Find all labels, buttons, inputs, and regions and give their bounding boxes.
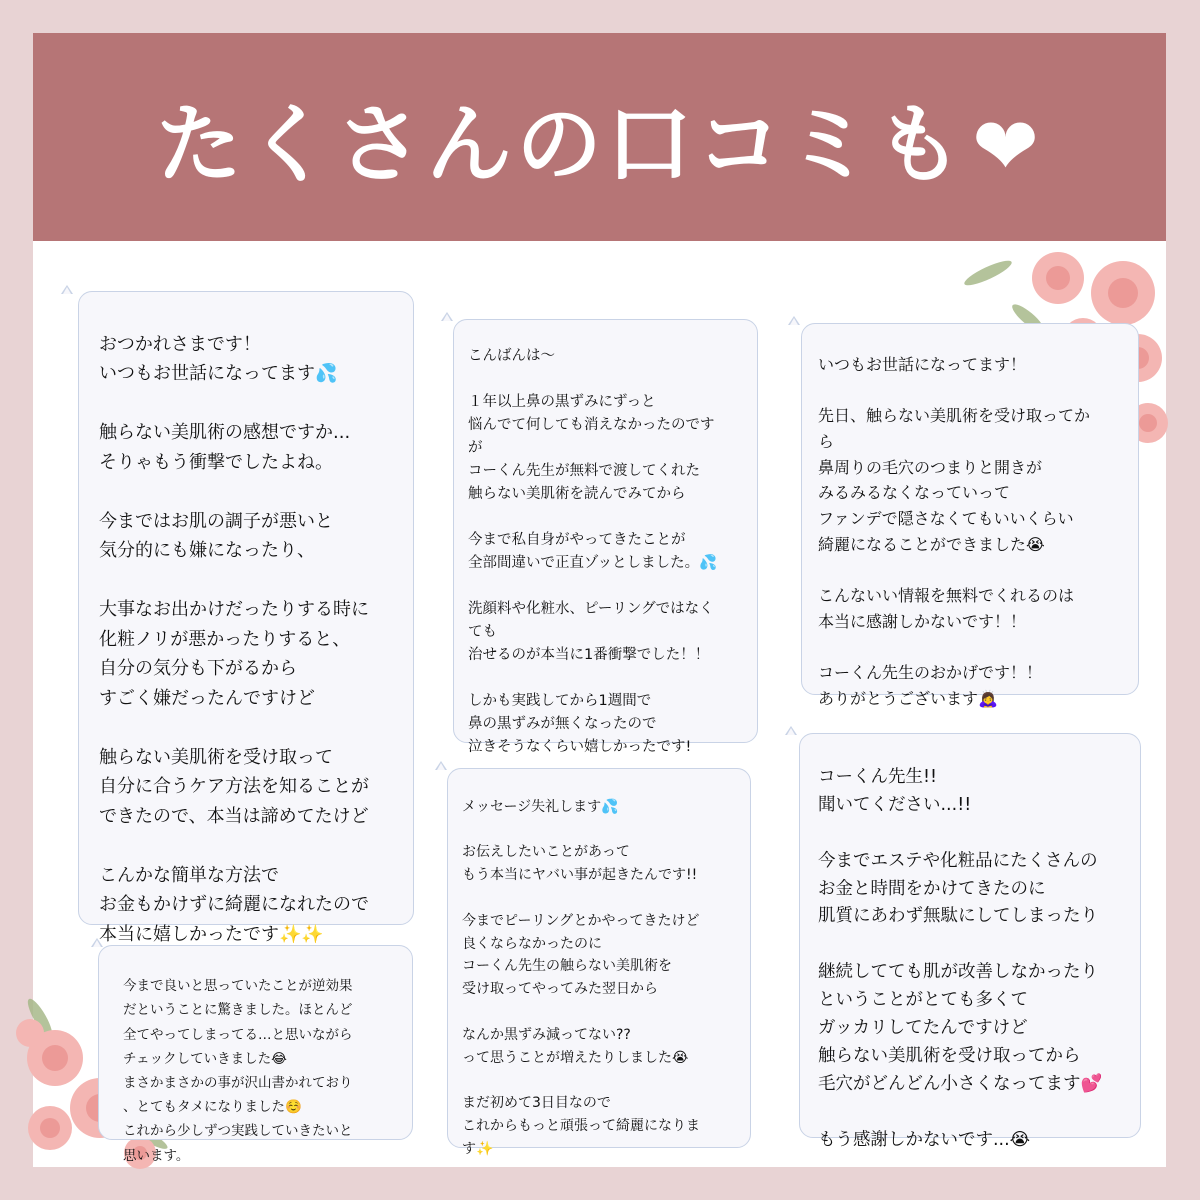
review-bubble-6 [799, 733, 1141, 1150]
bubble-tail-4 [91, 938, 103, 947]
review-text-6: コーくん先生!! 聞いてください...!! 今までエステや化粧品にたくさんの お金と時間をかけてきたのに 肌質にあわず無駄にしてしまったり 継続してても肌が改善しなかったり ということがとても多くて ガッカリしてたんですけど 触らない美肌術を受け取ってから 毛穴がどんどん小さくなってます💕 もう感謝しかないです...😭 [818, 766, 1103, 1150]
page-title-text: たくさんの口コミも [155, 95, 966, 195]
bubble-tail-3 [788, 316, 800, 325]
content-frame [33, 33, 1166, 1167]
review-text-1: おつかれさまです！ いつもお世話になってます💦 触らない美肌術の感想ですか... そりゃもう衝撃でしたよね。 今まではお肌の調子が悪いと 気分的にも嫌になったり、 大事なお出かけだったりする時に 化粧ノリが悪かったりすると、 自分の気分も下がるから すごく嫌だったんですけど 触らない美肌術を受け取って 自分に合うケア方法を知ることが できたので、本当は諦めてたけど こんかな簡単な方法で お金もかけずに綺麗になれたので 本当に嬉しかったです✨✨ [99, 333, 369, 945]
heart-icon: ❤ [971, 100, 1044, 193]
review-bubble-1 [78, 291, 414, 945]
review-bubble-4 [98, 945, 413, 1164]
review-text-2: こんばんは〜 １年以上鼻の黒ずみにずっと 悩んでて何しても消えなかったのです が コーくん先生が無料で渡してくれた 触らない美肌術を読んでみてから 今まで私自身がやってきたことが 全部間違いで正直ゾッとしました。💦 洗顔料や化粧水、ピーリングではなく ても 治せるのが本当に1番衝撃でした！！ しかも実践してから1週間で 鼻の黒ずみが無くなったので 泣きそうなくらい嬉しかったです! [468, 348, 718, 755]
review-text-4: 今まで良いと思っていたことが逆効果 だということに驚きました。ほとんど 全てやってしまってる…と思いながら チェックしていきました😂 まさかまさかの事が沢山書かれており 、とてもタメになりました☺️ これから少しずつ実践していきたいと 思います。 [123, 978, 353, 1164]
review-bubble-5 [447, 768, 751, 1157]
title-banner [33, 33, 1166, 241]
page-title [156, 75, 1043, 199]
review-bubble-3 [801, 323, 1139, 708]
review-text-3: いつもお世話になってます！ 先日、触らない美肌術を受け取ってか ら 鼻周りの毛穴のつまりと開きが みるみるなくなっていって ファンデで隠さなくてもいいくらい 綺麗になることができました😭 こんないい情報を無料でくれるのは 本当に感謝しかないです！！ コーくん先生のおかげです！！ ありがとうございます🙇‍♀️ [818, 354, 1091, 708]
bubble-tail-1 [61, 285, 73, 294]
review-bubble-2 [453, 319, 758, 755]
bubble-tail-5 [435, 761, 447, 770]
review-text-5: メッセージ失礼します💦 お伝えしたいことがあって もう本当にヤバい事が起きたんです!! 今までピーリングとかやってきたけど 良くならなかったのに コーくん先生の触らない美肌術を 受け取ってやってみた翌日から なんか黒ずみ減ってない?? って思うことが増えたりしました😭 まだ初めて3日目なので これからもっと頑張って綺麗になりま す✨ [462, 798, 700, 1157]
bubble-tail-6 [785, 726, 797, 735]
bubble-tail-2 [441, 312, 453, 321]
